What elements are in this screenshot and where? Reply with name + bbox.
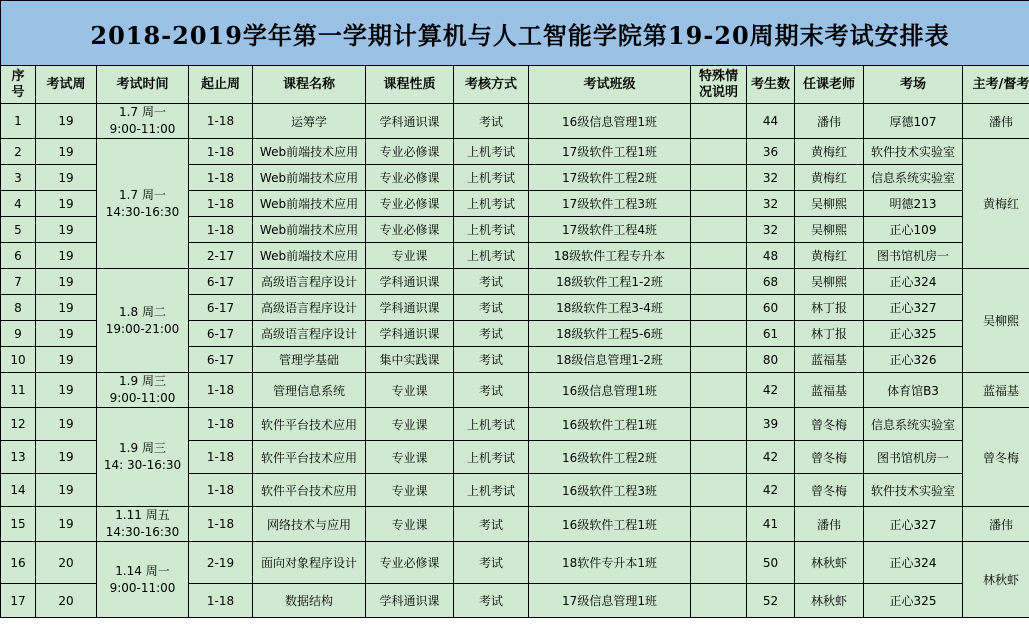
cell-exam-room[interactable]: 明德213: [864, 191, 963, 217]
cell-no[interactable]: 17: [1, 584, 36, 618]
cell-assessment-method[interactable]: 考试: [454, 542, 529, 584]
cell-course-nature[interactable]: 专业必修课: [366, 165, 454, 191]
cell-no[interactable]: 16: [1, 542, 36, 584]
cell-assessment-method[interactable]: 上机考试: [454, 217, 529, 243]
cell-exam-week[interactable]: 19: [36, 217, 97, 243]
cell-week-range[interactable]: 6-17: [189, 295, 253, 321]
cell-assessment-method[interactable]: 考试: [454, 104, 529, 139]
cell-course-nature[interactable]: 学科通识课: [366, 269, 454, 295]
cell-assessment-method[interactable]: 考试: [454, 507, 529, 542]
cell-course-name[interactable]: 数据结构: [253, 584, 366, 618]
cell-teacher[interactable]: 蓝福基: [795, 373, 864, 408]
cell-proctor[interactable]: 黄梅红: [963, 139, 1029, 269]
cell-course-nature[interactable]: 专业必修课: [366, 139, 454, 165]
cell-exam-week[interactable]: 19: [36, 347, 97, 373]
cell-exam-class[interactable]: 18软件专升本1班: [529, 542, 691, 584]
cell-exam-class[interactable]: 17级软件工程4班: [529, 217, 691, 243]
cell-week-range[interactable]: 1-18: [189, 584, 253, 618]
table-row: [1, 373, 1029, 408]
table-row: [1, 269, 1029, 295]
cell-exam-room[interactable]: 正心324: [864, 542, 963, 584]
cell-course-name[interactable]: 高级语言程序设计: [253, 269, 366, 295]
cell-exam-week[interactable]: 19: [36, 269, 97, 295]
cell-teacher[interactable]: 吴柳熙: [795, 269, 864, 295]
cell-no[interactable]: 1: [1, 104, 36, 139]
cell-assessment-method[interactable]: 考试: [454, 584, 529, 618]
cell-exam-room[interactable]: 信息系统实验室: [864, 408, 963, 441]
cell-course-nature[interactable]: 专业课: [366, 408, 454, 441]
cell-exam-room[interactable]: 正心327: [864, 507, 963, 542]
cell-course-name[interactable]: 运筹学: [253, 104, 366, 139]
cell-teacher[interactable]: 黄梅红: [795, 165, 864, 191]
cell-exam-time[interactable]: 1.7 周一 9:00-11:00: [97, 104, 189, 139]
cell-course-nature[interactable]: 学科通识课: [366, 295, 454, 321]
cell-proctor[interactable]: 曾冬梅: [963, 408, 1029, 507]
cell-course-name[interactable]: Web前端技术应用: [253, 165, 366, 191]
cell-course-nature[interactable]: 学科通识课: [366, 321, 454, 347]
cell-exam-time[interactable]: 1.11 周五 14:30-16:30: [97, 507, 189, 542]
cell-exam-class[interactable]: 18级软件工程3-4班: [529, 295, 691, 321]
cell-course-name[interactable]: 网络技术与应用: [253, 507, 366, 542]
cell-special-note[interactable]: [691, 295, 747, 321]
cell-exam-class[interactable]: 16级软件工程2班: [529, 441, 691, 474]
cell-student-count[interactable]: 80: [747, 347, 795, 373]
table-row: [1, 104, 1029, 139]
cell-teacher[interactable]: 曾冬梅: [795, 474, 864, 507]
cell-exam-time[interactable]: 1.7 周一 14:30-16:30: [97, 139, 189, 269]
cell-teacher[interactable]: 黄梅红: [795, 139, 864, 165]
cell-exam-class[interactable]: 16级信息管理1班: [529, 104, 691, 139]
cell-exam-room[interactable]: 正心325: [864, 321, 963, 347]
cell-week-range[interactable]: 1-18: [189, 507, 253, 542]
cell-no[interactable]: 12: [1, 408, 36, 441]
cell-special-note[interactable]: [691, 441, 747, 474]
column-header-room[interactable]: 考场: [864, 66, 963, 104]
cell-student-count[interactable]: 48: [747, 243, 795, 269]
cell-student-count[interactable]: 39: [747, 408, 795, 441]
cell-exam-room[interactable]: 信息系统实验室: [864, 165, 963, 191]
column-header-proctor[interactable]: 主考/督考: [963, 66, 1029, 104]
cell-special-note[interactable]: [691, 584, 747, 618]
cell-week-range[interactable]: 1-18: [189, 408, 253, 441]
cell-course-name[interactable]: 软件平台技术应用: [253, 474, 366, 507]
cell-no[interactable]: 5: [1, 217, 36, 243]
cell-proctor[interactable]: 林秋虾: [963, 542, 1029, 618]
column-header-method[interactable]: 考核方式: [454, 66, 529, 104]
cell-exam-room[interactable]: 软件技术实验室: [864, 474, 963, 507]
cell-course-name[interactable]: 高级语言程序设计: [253, 295, 366, 321]
cell-teacher[interactable]: 林秋虾: [795, 542, 864, 584]
cell-student-count[interactable]: 61: [747, 321, 795, 347]
cell-course-nature[interactable]: 专业必修课: [366, 542, 454, 584]
cell-special-note[interactable]: [691, 321, 747, 347]
cell-special-note[interactable]: [691, 165, 747, 191]
cell-special-note[interactable]: [691, 542, 747, 584]
cell-course-nature[interactable]: 集中实践课: [366, 347, 454, 373]
cell-week-range[interactable]: 1-18: [189, 165, 253, 191]
cell-course-name[interactable]: Web前端技术应用: [253, 217, 366, 243]
cell-exam-week[interactable]: 19: [36, 191, 97, 217]
cell-no[interactable]: 15: [1, 507, 36, 542]
cell-teacher[interactable]: 曾冬梅: [795, 441, 864, 474]
cell-week-range[interactable]: 1-18: [189, 373, 253, 408]
cell-assessment-method[interactable]: 考试: [454, 295, 529, 321]
column-header-range[interactable]: 起止周: [189, 66, 253, 104]
cell-student-count[interactable]: 32: [747, 217, 795, 243]
table-row: [1, 408, 1029, 441]
cell-week-range[interactable]: 1-18: [189, 441, 253, 474]
cell-exam-room[interactable]: 图书馆机房一: [864, 243, 963, 269]
cell-course-name[interactable]: Web前端技术应用: [253, 243, 366, 269]
cell-course-name[interactable]: 高级语言程序设计: [253, 321, 366, 347]
cell-no[interactable]: 11: [1, 373, 36, 408]
cell-assessment-method[interactable]: 上机考试: [454, 165, 529, 191]
cell-student-count[interactable]: 60: [747, 295, 795, 321]
cell-student-count[interactable]: 52: [747, 584, 795, 618]
cell-exam-room[interactable]: 厚德107: [864, 104, 963, 139]
cell-course-nature[interactable]: 专业课: [366, 243, 454, 269]
cell-exam-week[interactable]: 20: [36, 584, 97, 618]
cell-exam-time[interactable]: 1.9 周三 14: 30-16:30: [97, 408, 189, 507]
cell-teacher[interactable]: 黄梅红: [795, 243, 864, 269]
cell-week-range[interactable]: 1-18: [189, 474, 253, 507]
cell-course-name[interactable]: 软件平台技术应用: [253, 408, 366, 441]
cell-exam-room[interactable]: 正心326: [864, 347, 963, 373]
cell-course-nature[interactable]: 专业课: [366, 373, 454, 408]
cell-exam-time[interactable]: 1.14 周一 9:00-11:00: [97, 542, 189, 618]
cell-exam-room[interactable]: 正心324: [864, 269, 963, 295]
cell-course-nature[interactable]: 专业课: [366, 507, 454, 542]
cell-student-count[interactable]: 32: [747, 191, 795, 217]
cell-no[interactable]: 9: [1, 321, 36, 347]
cell-exam-class[interactable]: 18级信息管理1-2班: [529, 347, 691, 373]
cell-teacher[interactable]: 潘伟: [795, 104, 864, 139]
cell-teacher[interactable]: 吴柳熙: [795, 217, 864, 243]
cell-course-name[interactable]: 面向对象程序设计: [253, 542, 366, 584]
cell-assessment-method[interactable]: 上机考试: [454, 441, 529, 474]
cell-exam-week[interactable]: 19: [36, 104, 97, 139]
cell-exam-room[interactable]: 体育馆B3: [864, 373, 963, 408]
cell-exam-room[interactable]: 图书馆机房一: [864, 441, 963, 474]
cell-week-range[interactable]: 1-18: [189, 191, 253, 217]
cell-no[interactable]: 3: [1, 165, 36, 191]
cell-student-count[interactable]: 41: [747, 507, 795, 542]
cell-special-note[interactable]: [691, 507, 747, 542]
column-header-teacher[interactable]: 任课老师: [795, 66, 864, 104]
cell-teacher[interactable]: 曾冬梅: [795, 408, 864, 441]
cell-exam-room[interactable]: 正心109: [864, 217, 963, 243]
cell-student-count[interactable]: 42: [747, 441, 795, 474]
cell-week-range[interactable]: 6-17: [189, 269, 253, 295]
cell-course-name[interactable]: Web前端技术应用: [253, 139, 366, 165]
cell-student-count[interactable]: 44: [747, 104, 795, 139]
cell-exam-class[interactable]: 18级软件工程5-6班: [529, 321, 691, 347]
cell-no[interactable]: 14: [1, 474, 36, 507]
cell-exam-class[interactable]: 17级软件工程1班: [529, 139, 691, 165]
cell-assessment-method[interactable]: 考试: [454, 373, 529, 408]
cell-special-note[interactable]: [691, 474, 747, 507]
cell-teacher[interactable]: 蓝福基: [795, 347, 864, 373]
cell-assessment-method[interactable]: 上机考试: [454, 139, 529, 165]
cell-teacher[interactable]: 林秋虾: [795, 584, 864, 618]
cell-no[interactable]: 4: [1, 191, 36, 217]
cell-teacher[interactable]: 潘伟: [795, 507, 864, 542]
cell-special-note[interactable]: [691, 373, 747, 408]
cell-special-note[interactable]: [691, 104, 747, 139]
cell-exam-week[interactable]: 19: [36, 408, 97, 441]
cell-week-range[interactable]: 1-18: [189, 217, 253, 243]
cell-student-count[interactable]: 68: [747, 269, 795, 295]
cell-course-nature[interactable]: 专业必修课: [366, 191, 454, 217]
cell-special-note[interactable]: [691, 243, 747, 269]
cell-assessment-method[interactable]: 上机考试: [454, 191, 529, 217]
cell-proctor[interactable]: 吴柳熙: [963, 269, 1029, 373]
cell-exam-room[interactable]: 软件技术实验室: [864, 139, 963, 165]
cell-exam-week[interactable]: 19: [36, 295, 97, 321]
cell-student-count[interactable]: 32: [747, 165, 795, 191]
cell-special-note[interactable]: [691, 347, 747, 373]
cell-exam-class[interactable]: 16级软件工程3班: [529, 474, 691, 507]
cell-exam-class[interactable]: 17级软件工程2班: [529, 165, 691, 191]
cell-proctor[interactable]: 潘伟: [963, 104, 1029, 139]
cell-week-range[interactable]: 6-17: [189, 321, 253, 347]
cell-exam-week[interactable]: 19: [36, 321, 97, 347]
cell-no[interactable]: 13: [1, 441, 36, 474]
column-header-class[interactable]: 考试班级: [529, 66, 691, 104]
cell-course-name[interactable]: Web前端技术应用: [253, 191, 366, 217]
cell-assessment-method[interactable]: 考试: [454, 269, 529, 295]
cell-teacher[interactable]: 林丁报: [795, 295, 864, 321]
cell-exam-week[interactable]: 19: [36, 139, 97, 165]
cell-assessment-method[interactable]: 考试: [454, 321, 529, 347]
cell-exam-time[interactable]: 1.8 周二 19:00-21:00: [97, 269, 189, 373]
cell-proctor[interactable]: 蓝福基: [963, 373, 1029, 408]
cell-student-count[interactable]: 36: [747, 139, 795, 165]
cell-course-nature[interactable]: 专业课: [366, 474, 454, 507]
column-header-count[interactable]: 考生数: [747, 66, 795, 104]
cell-assessment-method[interactable]: 考试: [454, 347, 529, 373]
cell-special-note[interactable]: [691, 139, 747, 165]
cell-course-nature[interactable]: 学科通识课: [366, 584, 454, 618]
cell-student-count[interactable]: 42: [747, 373, 795, 408]
cell-proctor[interactable]: 潘伟: [963, 507, 1029, 542]
cell-exam-class[interactable]: 16级软件工程1班: [529, 507, 691, 542]
cell-no[interactable]: 8: [1, 295, 36, 321]
cell-exam-week[interactable]: 19: [36, 507, 97, 542]
cell-course-name[interactable]: 软件平台技术应用: [253, 441, 366, 474]
cell-course-name[interactable]: 管理学基础: [253, 347, 366, 373]
cell-exam-class[interactable]: 16级信息管理1班: [529, 373, 691, 408]
cell-special-note[interactable]: [691, 269, 747, 295]
column-header-time[interactable]: 考试时间: [97, 66, 189, 104]
cell-exam-class[interactable]: 18级软件工程1-2班: [529, 269, 691, 295]
cell-course-nature[interactable]: 专业必修课: [366, 217, 454, 243]
table-body: [1, 104, 1029, 618]
table-row: [1, 507, 1029, 542]
cell-assessment-method[interactable]: 上机考试: [454, 243, 529, 269]
column-header-week[interactable]: 考试周: [36, 66, 97, 104]
cell-special-note[interactable]: [691, 217, 747, 243]
cell-exam-week[interactable]: 19: [36, 441, 97, 474]
cell-course-name[interactable]: 管理信息系统: [253, 373, 366, 408]
table-row: [1, 139, 1029, 165]
cell-special-note[interactable]: [691, 408, 747, 441]
cell-week-range[interactable]: 1-18: [189, 139, 253, 165]
cell-exam-time[interactable]: 1.9 周三 9:00-11:00: [97, 373, 189, 408]
column-header-nature[interactable]: 课程性质: [366, 66, 454, 104]
cell-exam-class[interactable]: 18级软件工程专升本: [529, 243, 691, 269]
cell-assessment-method[interactable]: 上机考试: [454, 474, 529, 507]
cell-special-note[interactable]: [691, 191, 747, 217]
column-header-no[interactable]: 序 号: [1, 66, 36, 104]
cell-week-range[interactable]: 6-17: [189, 347, 253, 373]
table-row: [1, 542, 1029, 584]
cell-exam-week[interactable]: 19: [36, 474, 97, 507]
cell-course-nature[interactable]: 专业课: [366, 441, 454, 474]
column-header-course[interactable]: 课程名称: [253, 66, 366, 104]
cell-student-count[interactable]: 50: [747, 542, 795, 584]
cell-student-count[interactable]: 42: [747, 474, 795, 507]
cell-exam-week[interactable]: 19: [36, 165, 97, 191]
column-header-note[interactable]: 特殊情 况说明: [691, 66, 747, 104]
cell-no[interactable]: 10: [1, 347, 36, 373]
cell-week-range[interactable]: 1-18: [189, 104, 253, 139]
cell-exam-class[interactable]: 17级软件工程3班: [529, 191, 691, 217]
cell-exam-class[interactable]: 17级信息管理1班: [529, 584, 691, 618]
cell-exam-room[interactable]: 正心325: [864, 584, 963, 618]
cell-teacher[interactable]: 吴柳熙: [795, 191, 864, 217]
header-row: [1, 66, 1029, 104]
cell-exam-week[interactable]: 19: [36, 373, 97, 408]
cell-teacher[interactable]: 林丁报: [795, 321, 864, 347]
cell-no[interactable]: 2: [1, 139, 36, 165]
cell-exam-week[interactable]: 19: [36, 243, 97, 269]
sheet-title[interactable]: 2018-2019学年第一学期计算机与人工智能学院第19-20周期末考试安排表: [1, 1, 1029, 66]
cell-week-range[interactable]: 2-19: [189, 542, 253, 584]
cell-no[interactable]: 7: [1, 269, 36, 295]
cell-week-range[interactable]: 2-17: [189, 243, 253, 269]
cell-exam-week[interactable]: 20: [36, 542, 97, 584]
cell-exam-room[interactable]: 正心327: [864, 295, 963, 321]
cell-no[interactable]: 6: [1, 243, 36, 269]
cell-exam-class[interactable]: 16级软件工程1班: [529, 408, 691, 441]
cell-assessment-method[interactable]: 上机考试: [454, 408, 529, 441]
cell-course-nature[interactable]: 学科通识课: [366, 104, 454, 139]
